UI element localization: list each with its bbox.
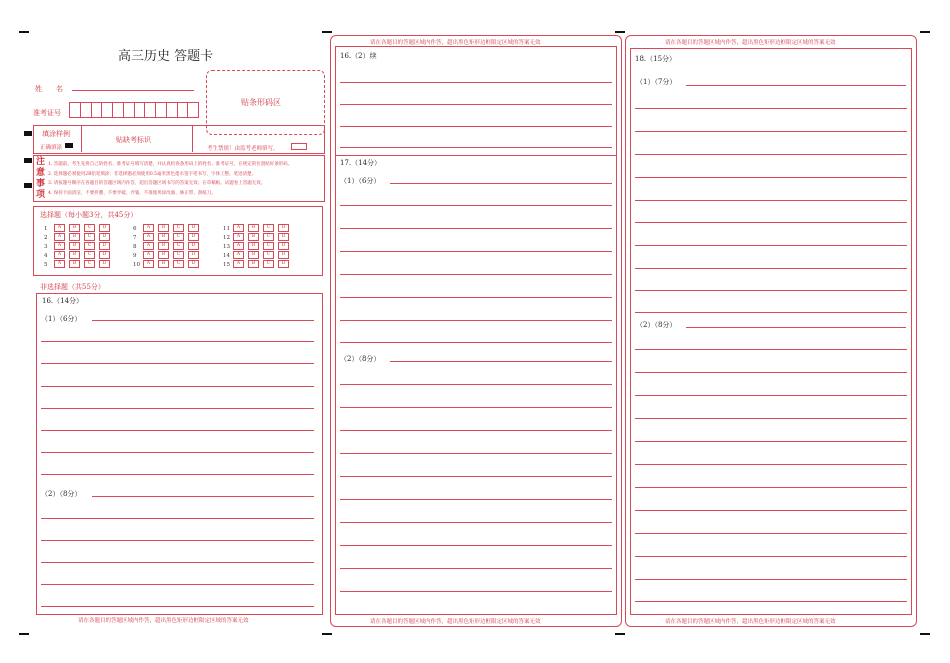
timing-mark bbox=[24, 158, 32, 163]
bottom-warning: 请在各题目的答题区域内作答，超出黑色矩形边框限定区域的答案无效 bbox=[370, 619, 541, 625]
answer-line[interactable] bbox=[635, 245, 907, 246]
answer-line[interactable] bbox=[41, 584, 314, 585]
notice-item: 1. 答题前，考生先将自己的姓名、准考证号填写清楚，并认真检查条形码上的姓名、准考证号，在规定的位置贴好条形码。 bbox=[48, 162, 293, 167]
option-box[interactable]: B bbox=[248, 251, 259, 259]
answer-line[interactable] bbox=[92, 320, 314, 321]
registration-mark bbox=[322, 633, 332, 635]
option-box[interactable]: B bbox=[248, 242, 259, 250]
option-box[interactable]: C bbox=[173, 233, 184, 241]
answer-line[interactable] bbox=[340, 407, 612, 408]
timing-mark bbox=[24, 131, 32, 136]
q18-box bbox=[630, 48, 912, 615]
answer-line[interactable] bbox=[340, 147, 612, 148]
answer-line[interactable] bbox=[635, 312, 907, 313]
barcode-area-label: 贴条形码区 bbox=[241, 98, 281, 107]
option-box[interactable]: C bbox=[84, 251, 95, 259]
option-box[interactable]: C bbox=[263, 251, 274, 259]
registration-mark bbox=[920, 633, 930, 635]
option-box[interactable]: B bbox=[248, 224, 259, 232]
correct-fill-sample bbox=[65, 143, 73, 148]
option-box[interactable]: A bbox=[143, 242, 154, 250]
answer-line[interactable] bbox=[340, 499, 612, 500]
option-box[interactable]: D bbox=[99, 224, 110, 232]
answer-line[interactable] bbox=[41, 518, 314, 519]
bottom-warning: 请在各题目的答题区域内作答，超出黑色矩形边框限定区域的答案无效 bbox=[665, 619, 836, 625]
option-box[interactable]: D bbox=[99, 260, 110, 268]
exam-no-boxes[interactable] bbox=[69, 102, 199, 118]
q16-part2-label: （2）（8分） bbox=[41, 490, 82, 498]
option-box[interactable]: B bbox=[69, 224, 80, 232]
option-box[interactable]: A bbox=[54, 233, 65, 241]
option-box[interactable]: C bbox=[173, 224, 184, 232]
nonchoice-title: 非选择题（共55分） bbox=[40, 283, 105, 291]
option-box[interactable]: A bbox=[233, 233, 244, 241]
option-box[interactable]: C bbox=[263, 224, 274, 232]
timing-mark bbox=[24, 183, 32, 188]
registration-mark bbox=[920, 31, 930, 33]
answer-line[interactable] bbox=[340, 297, 612, 298]
answer-line[interactable] bbox=[635, 349, 907, 350]
option-box[interactable]: D bbox=[188, 242, 199, 250]
q16-title: 16.（14分） bbox=[42, 297, 84, 305]
exam-no-label: 准考证号 bbox=[33, 109, 61, 117]
answer-line[interactable] bbox=[340, 251, 612, 252]
option-box[interactable]: C bbox=[84, 224, 95, 232]
answer-line[interactable] bbox=[635, 464, 907, 465]
option-box[interactable]: B bbox=[69, 260, 80, 268]
option-box[interactable]: D bbox=[278, 224, 289, 232]
option-box[interactable]: C bbox=[263, 233, 274, 241]
answer-line[interactable] bbox=[635, 177, 907, 178]
answer-line[interactable] bbox=[92, 496, 314, 497]
option-box[interactable]: A bbox=[143, 224, 154, 232]
option-box[interactable]: A bbox=[233, 224, 244, 232]
answer-line[interactable] bbox=[340, 476, 612, 477]
answer-line[interactable] bbox=[635, 418, 907, 419]
q16-part1-label: （1）（6分） bbox=[41, 315, 82, 323]
absent-mark-label: 贴缺考标识 bbox=[116, 136, 151, 144]
q18-part1-label: （1）（7分） bbox=[636, 78, 677, 86]
answer-line[interactable] bbox=[41, 386, 314, 387]
option-box[interactable]: C bbox=[173, 242, 184, 250]
option-box[interactable]: D bbox=[188, 260, 199, 268]
absent-mark-area bbox=[192, 125, 193, 152]
option-box[interactable]: B bbox=[69, 251, 80, 259]
option-box[interactable]: A bbox=[143, 260, 154, 268]
option-box[interactable]: B bbox=[158, 242, 169, 250]
option-box[interactable]: B bbox=[248, 260, 259, 268]
option-box[interactable]: D bbox=[278, 242, 289, 250]
option-box[interactable]: D bbox=[188, 224, 199, 232]
option-box[interactable]: D bbox=[99, 251, 110, 259]
option-box[interactable]: B bbox=[158, 251, 169, 259]
option-box[interactable]: B bbox=[158, 260, 169, 268]
option-box[interactable]: B bbox=[69, 242, 80, 250]
option-box[interactable]: D bbox=[99, 242, 110, 250]
answer-line[interactable] bbox=[635, 487, 907, 488]
answer-line[interactable] bbox=[340, 126, 612, 127]
answer-line[interactable] bbox=[635, 268, 907, 269]
option-box[interactable]: A bbox=[54, 224, 65, 232]
answer-line[interactable] bbox=[340, 274, 612, 275]
option-box[interactable]: A bbox=[233, 242, 244, 250]
option-box[interactable]: A bbox=[54, 242, 65, 250]
page-title: 高三历史 答题卡 bbox=[118, 49, 214, 64]
option-box[interactable]: A bbox=[233, 260, 244, 268]
answer-line[interactable] bbox=[340, 228, 612, 229]
option-box[interactable]: A bbox=[233, 251, 244, 259]
answer-line[interactable] bbox=[390, 183, 612, 184]
answer-line[interactable] bbox=[41, 363, 314, 364]
answer-line[interactable] bbox=[635, 510, 907, 511]
answer-line[interactable] bbox=[635, 556, 907, 557]
answer-line[interactable] bbox=[635, 601, 907, 602]
answer-line[interactable] bbox=[635, 395, 907, 396]
answer-line[interactable] bbox=[340, 384, 612, 385]
answer-line[interactable] bbox=[686, 327, 906, 328]
registration-mark bbox=[322, 31, 332, 33]
answer-line[interactable] bbox=[41, 408, 314, 409]
answer-line[interactable] bbox=[340, 591, 612, 592]
name-field[interactable] bbox=[72, 90, 194, 91]
answer-line[interactable] bbox=[340, 320, 612, 321]
answer-line[interactable] bbox=[686, 85, 906, 86]
answer-line[interactable] bbox=[635, 154, 907, 155]
answer-line[interactable] bbox=[41, 430, 314, 431]
top-warning: 请在各题目的答题区域内作答，超出黑色矩形边框限定区域的答案无效 bbox=[665, 40, 836, 46]
option-box[interactable]: C bbox=[84, 260, 95, 268]
fill-sample-divider bbox=[81, 125, 82, 152]
registration-mark bbox=[615, 633, 625, 635]
absent-checkbox[interactable] bbox=[291, 143, 307, 150]
option-box[interactable]: C bbox=[84, 233, 95, 241]
option-box[interactable]: C bbox=[263, 260, 274, 268]
answer-line[interactable] bbox=[340, 342, 612, 343]
option-box[interactable]: A bbox=[143, 233, 154, 241]
answer-line[interactable] bbox=[635, 222, 907, 223]
q16-cont-box bbox=[335, 46, 617, 156]
answer-line[interactable] bbox=[340, 568, 612, 569]
answer-line[interactable] bbox=[635, 372, 907, 373]
answer-line[interactable] bbox=[340, 522, 612, 523]
answer-line[interactable] bbox=[340, 545, 612, 546]
option-box[interactable]: D bbox=[188, 251, 199, 259]
q18-part2-label: （2）（8分） bbox=[636, 321, 677, 329]
answer-line[interactable] bbox=[635, 200, 907, 201]
q17-part2-label: （2）（8分） bbox=[340, 355, 381, 363]
option-box[interactable]: C bbox=[263, 242, 274, 250]
bottom-warning: 请在各题目的答题区域内作答，超出黑色矩形边框限定区域的答案无效 bbox=[78, 618, 249, 624]
answer-line[interactable] bbox=[41, 341, 314, 342]
option-box[interactable]: C bbox=[173, 260, 184, 268]
name-label: 姓 名 bbox=[35, 85, 63, 93]
answer-line[interactable] bbox=[41, 540, 314, 541]
answer-line[interactable] bbox=[41, 474, 314, 475]
absent-note: 考生禁填！由监考老师填写。 bbox=[207, 146, 279, 152]
notice-item: 3. 请按题号顺序在各题目的答题区域内作答，超出答题区域书写的答案无效；在草稿纸、试题卷上答题无效。 bbox=[48, 181, 266, 186]
fill-sample-box bbox=[33, 125, 325, 154]
option-box[interactable]: B bbox=[158, 233, 169, 241]
q16-cont-title: 16.（2）续 bbox=[340, 52, 377, 60]
answer-line[interactable] bbox=[635, 131, 907, 132]
notice-item: 4. 保持卡面清洁，不要折叠、不要弄破、弄皱，不准使用涂改液、修正带、刮纸刀。 bbox=[48, 190, 216, 196]
answer-line[interactable] bbox=[635, 290, 907, 291]
notice-title: 注 意 事 项 bbox=[36, 157, 46, 200]
fill-sample-label: 填涂样例 bbox=[42, 130, 70, 138]
option-box[interactable]: A bbox=[54, 260, 65, 268]
answer-line[interactable] bbox=[635, 108, 907, 109]
answer-line[interactable] bbox=[635, 579, 907, 580]
answer-line[interactable] bbox=[41, 562, 314, 563]
option-box[interactable]: B bbox=[158, 224, 169, 232]
option-box[interactable]: B bbox=[248, 233, 259, 241]
correct-fill-label: 正确填涂 bbox=[40, 145, 63, 151]
answer-line[interactable] bbox=[635, 441, 907, 442]
answer-line[interactable] bbox=[41, 606, 314, 607]
option-box[interactable]: D bbox=[99, 233, 110, 241]
option-box[interactable]: B bbox=[69, 233, 80, 241]
option-box[interactable]: D bbox=[278, 233, 289, 241]
registration-mark bbox=[19, 633, 29, 635]
option-box[interactable]: D bbox=[188, 233, 199, 241]
q18-title: 18.（15分） bbox=[635, 55, 677, 63]
answer-line[interactable] bbox=[340, 82, 612, 83]
top-warning: 请在各题目的答题区域内作答，超出黑色矩形边框限定区域的答案无效 bbox=[370, 40, 541, 46]
option-box[interactable]: C bbox=[173, 251, 184, 259]
choice-title: 选择题（每小题3分，共45分） bbox=[40, 211, 138, 219]
option-box[interactable]: A bbox=[143, 251, 154, 259]
notice-item: 2. 选择题必须使用2B铅笔填涂；非选择题必须使用0.5毫米黑色墨水签字笔书写，字体工整、笔迹清楚。 bbox=[48, 171, 257, 177]
option-box[interactable]: D bbox=[278, 251, 289, 259]
answer-line[interactable] bbox=[340, 430, 612, 431]
option-box[interactable]: C bbox=[84, 242, 95, 250]
registration-mark bbox=[615, 31, 625, 33]
answer-line[interactable] bbox=[340, 104, 612, 105]
q17-part1-label: （1）（6分） bbox=[340, 177, 381, 185]
registration-mark bbox=[19, 31, 29, 33]
notice-list bbox=[48, 160, 320, 198]
q17-title: 17.（14分） bbox=[340, 159, 382, 167]
answer-line[interactable] bbox=[340, 453, 612, 454]
answer-line[interactable] bbox=[340, 205, 612, 206]
answer-line[interactable] bbox=[390, 361, 612, 362]
answer-line[interactable] bbox=[41, 452, 314, 453]
option-box[interactable]: D bbox=[278, 260, 289, 268]
q17-box bbox=[335, 155, 617, 615]
option-box[interactable]: A bbox=[54, 251, 65, 259]
answer-line[interactable] bbox=[635, 533, 907, 534]
